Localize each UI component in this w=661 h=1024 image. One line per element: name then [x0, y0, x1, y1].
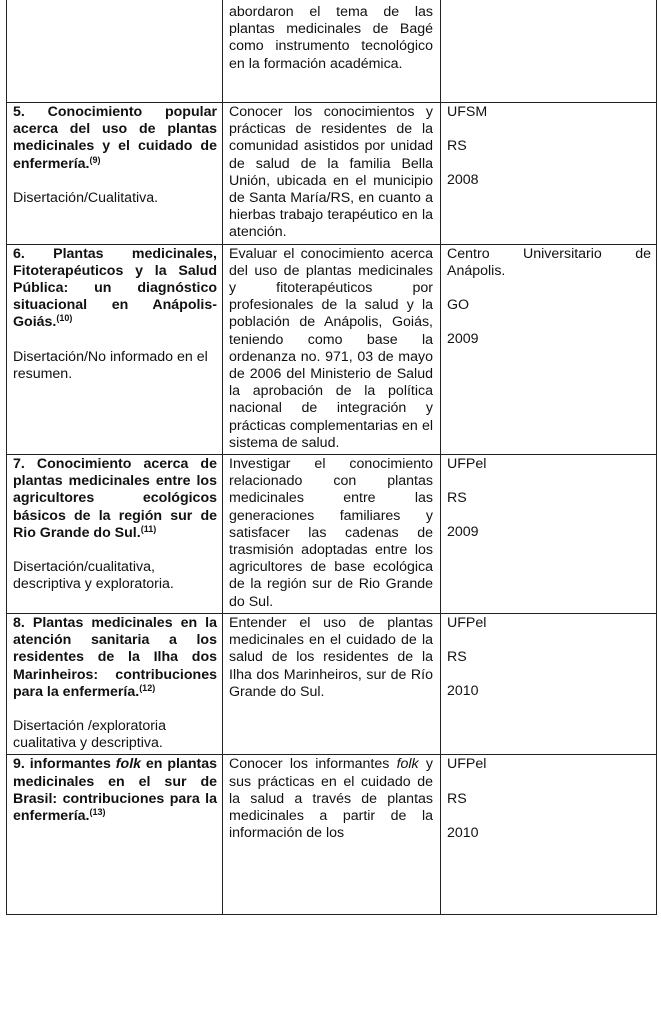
- study-objective: Investigar el conocimiento relacionado con plantas medicinales entre las generaciones familiares y satisfacer las cadenas de trasmisión adoptadas entre los agricultores de base ecológica de la región sur de Rio Grande do Sul.: [229, 456, 433, 610]
- study-state: RS: [447, 138, 467, 155]
- study-title: 9. informantes folk en plantas medicinales en el sur de Brasil: contribuciones para la enfermería.$^{(13)}$: [13, 756, 217, 824]
- study-institution: UFSM: [447, 104, 488, 120]
- study-year: 2010: [447, 683, 479, 700]
- study-title: 7. Conocimiento acerca de plantas medicinales entre los agricultores ecológicos básicos de la región sur de Rio Grande do Sul.$^{(11)}$: [13, 456, 217, 541]
- table-row: [7, 0, 657, 103]
- study-objective: Evaluar el conocimiento acerca del uso de plantas medicinales y fitoterapéuticos por profesionales de la salud y la población de Anápolis, Goiás, teniendo como base la ordenanza no. 971, 03 de mayo de 2006 del Ministerio de Salud la aprobación de la política nacional de integración y prácticas complementarias en el sistema de salud.: [229, 245, 433, 451]
- studies-table: [6, 0, 657, 915]
- objective-cell: [223, 455, 441, 614]
- title-cell: [7, 455, 223, 614]
- study-state: RS: [447, 790, 467, 807]
- institution-cell: [441, 613, 657, 754]
- table-row: [7, 244, 657, 454]
- study-method: Disertación/Cualitativa.: [13, 189, 159, 206]
- table-row: [7, 455, 657, 614]
- study-objective: Conocer los informantes folk y sus prácticas en el cuidado de la salud a través de plantas medicinales a partir de la información de los: [229, 756, 433, 842]
- institution-cell: [441, 0, 657, 103]
- study-state: RS: [447, 490, 467, 507]
- study-title: 6. Plantas medicinales, Fitoterapéuticos y la Salud Pública: un diagnóstico situacional en Anápolis-Goiás.$^{(10)}$: [13, 245, 217, 331]
- objective-cell: [223, 755, 441, 915]
- study-method: Disertación/cualitativa, descriptiva y exploratoria.: [13, 559, 174, 593]
- objective-cell: [223, 244, 441, 454]
- study-title: 5. Conocimiento popular acerca del uso de plantas medicinales y el cuidado de enfermería.$^{(9)}$: [13, 104, 217, 172]
- table-row: [7, 613, 657, 754]
- study-year: 2009: [447, 331, 479, 348]
- study-objective: Conocer los conocimientos y prácticas de residentes de la comunidad asistidos por unidad de salud de la familia Bella Unión, ubicada en el municipio de Santa María/RS, en cuanto a hierbas trabajo terapéutico en la atención.: [229, 104, 433, 241]
- study-state: GO: [447, 297, 470, 314]
- objective-cell: abordaron el tema de las plantas medicinales de Bagé como instrumento tecnológico en la formación académica.: [223, 0, 441, 103]
- study-title: 8. Plantas medicinales en la atención sanitaria a los residentes de la Ilha dos Marinheiros: contribuciones para la enfermería.$^{(12)}$: [13, 614, 218, 700]
- study-year: 2009: [447, 524, 479, 541]
- study-year: 2010: [447, 824, 479, 841]
- institution-cell: [441, 455, 657, 614]
- study-state: RS: [447, 649, 467, 666]
- study-institution: UFPel: [447, 756, 487, 773]
- study-year: 2008: [447, 172, 479, 189]
- institution-cell: [441, 755, 657, 915]
- title-cell: [7, 613, 223, 754]
- title-cell: [7, 244, 223, 454]
- title-cell: [7, 103, 223, 245]
- study-institution: UFPel: [447, 456, 487, 473]
- institution-cell: [441, 103, 657, 245]
- table-row: [7, 755, 657, 915]
- table-row: [7, 103, 657, 245]
- study-institution: Centro Universitario de Anápolis.: [447, 245, 651, 279]
- study-institution: UFPel: [447, 614, 487, 631]
- study-objective: Entender el uso de plantas medicinales en el cuidado de la salud de los residentes de la Ilha dos Marinheiros, sur de Río Grande do Sul.: [229, 614, 433, 700]
- institution-cell: [441, 244, 657, 454]
- study-method: Disertación/No informado en el resumen.: [13, 348, 208, 382]
- study-method: Disertación /exploratoria cualitativa y descriptiva.: [13, 717, 166, 752]
- title-cell: [7, 755, 223, 915]
- title-cell: [7, 0, 223, 103]
- objective-cell: [223, 103, 441, 245]
- objective-cell: [223, 613, 441, 754]
